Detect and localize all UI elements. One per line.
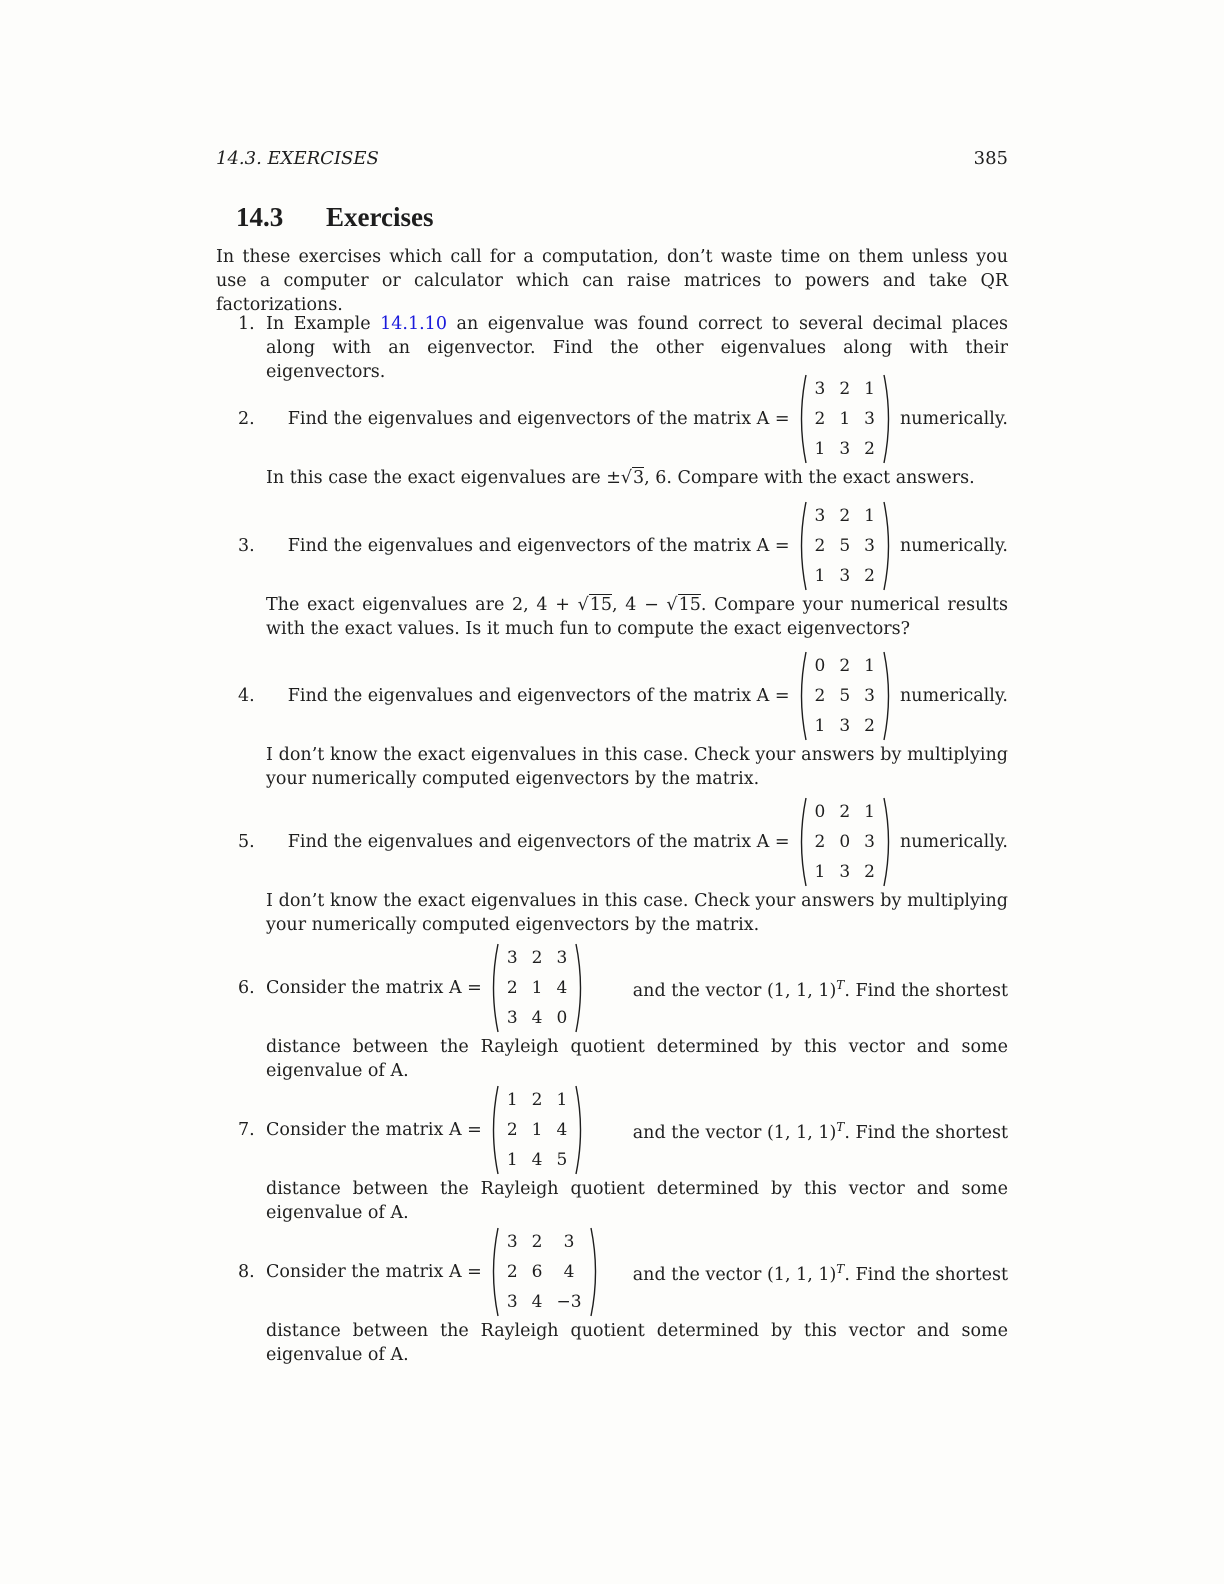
matrix-row (500, 1257, 589, 1287)
matrix-row (808, 827, 882, 857)
matrix-cell: 1 (814, 716, 826, 736)
note-text: In this case the exact eigenvalues are ± (266, 468, 621, 488)
matrix-cell: 1 (506, 1090, 518, 1110)
tail-text: and the vector (1, 1, 1) (632, 980, 837, 1001)
matrix-cell: 2 (864, 716, 875, 736)
matrix-cell: 2 (531, 948, 543, 968)
exercise-6 (216, 943, 1008, 1083)
matrix-cell: 2 (814, 536, 826, 556)
exercise-tail: numerically. (899, 409, 1008, 429)
matrix-row (808, 651, 882, 681)
matrix-row (808, 404, 882, 434)
matrix-cell: 3 (839, 862, 851, 882)
exercise-note: distance between the Rayleigh quotient determined by this vector and some eigenvalue of A. (266, 1037, 1008, 1081)
exercise-number: 5. (238, 832, 255, 852)
exercise-number: 1. (238, 314, 255, 334)
exercise-note: distance between the Rayleigh quotient determined by this vector and some eigenvalue of A. (266, 1321, 1008, 1365)
matrix-entries (500, 1085, 574, 1175)
matrix-row (500, 943, 574, 973)
tail-text: . Find the shortest (844, 1122, 1008, 1143)
exercise-text-after: an eigenvalue was found correct to several decimal places along with an eigenvector. Find the other eigenvalues along with their eigenvectors. (266, 314, 1009, 382)
exercise-7 (216, 1085, 1008, 1225)
matrix-entries (808, 651, 882, 741)
section-title: Exercises (326, 202, 434, 232)
matrix-cell: 3 (864, 832, 875, 852)
matrix-cell: 4 (531, 1292, 543, 1312)
exercise-number: 6. (238, 978, 255, 998)
matrix-row (808, 501, 882, 531)
matrix-cell: 1 (814, 862, 826, 882)
matrix-cell: 2 (531, 1232, 543, 1252)
exercise-note: The exact eigenvalues are 2, 4 + √15, 4 − √15. Compare your numerical results with the exact values. Is it much fun to compute the exact eigenvectors? (266, 595, 1008, 639)
matrix-cell: 2 (814, 832, 826, 852)
exercise-lead: Consider the matrix A = (266, 978, 482, 998)
exercise-tail: numerically. (899, 686, 1008, 706)
exercise-number: 2. (238, 409, 255, 429)
left-paren (488, 1085, 500, 1175)
exercise-number: 4. (238, 686, 255, 706)
exercise-8 (216, 1227, 1008, 1367)
section-heading (236, 202, 433, 233)
matrix-entries (500, 943, 574, 1033)
matrix-cell: 5 (839, 536, 851, 556)
matrix-cell: 3 (506, 1292, 518, 1312)
matrix (796, 797, 894, 887)
example-link[interactable]: 14.1.10 (380, 314, 447, 334)
exercise-lead: Find the eigenvalues and eigenvectors of the matrix A = (287, 536, 790, 556)
matrix (488, 1227, 601, 1317)
matrix-cell: 2 (814, 409, 826, 429)
matrix-cell: 3 (864, 409, 875, 429)
right-paren (574, 943, 586, 1033)
matrix-cell: 4 (531, 1008, 543, 1028)
matrix-entries (808, 797, 882, 887)
exercise-note: I don’t know the exact eigenvalues in this case. Check your answers by multiplying your numerically computed eigenvectors by the matrix. (266, 745, 1008, 789)
matrix-cell: 4 (531, 1150, 543, 1170)
matrix-cell: 3 (864, 536, 875, 556)
matrix-cell: 2 (839, 379, 851, 399)
matrix-cell: 6 (531, 1262, 543, 1282)
matrix-cell: 3 (506, 948, 518, 968)
matrix-cell: 0 (839, 832, 851, 852)
right-paren (882, 797, 894, 887)
tail-text: and the vector (1, 1, 1) (632, 1264, 837, 1285)
matrix-cell: 1 (556, 1090, 568, 1110)
matrix (488, 943, 586, 1033)
matrix (796, 501, 894, 591)
matrix-cell: 4 (556, 978, 568, 998)
matrix-cell: 1 (864, 506, 875, 526)
exercise-tail: numerically. (899, 536, 1008, 556)
matrix-cell: 1 (864, 379, 875, 399)
exercise-tail: numerically. (899, 832, 1008, 852)
note-text: , 6. Compare with the exact answers. (644, 468, 975, 488)
section-number: 14.3 (236, 202, 284, 232)
matrix-row (808, 434, 882, 464)
exercise-tail (592, 1115, 1008, 1145)
sqrt-argument: 15 (589, 595, 612, 615)
matrix-cell: 4 (563, 1262, 575, 1282)
matrix-cell: 1 (864, 656, 875, 676)
sqrt-argument: 3 (633, 468, 645, 488)
matrix-cell: 3 (563, 1232, 575, 1252)
exercise-tail (607, 1257, 1008, 1287)
matrix-cell: 4 (556, 1120, 568, 1140)
matrix-cell: 1 (814, 566, 826, 586)
exercise-5 (216, 797, 1008, 937)
matrix-cell: 2 (839, 802, 851, 822)
matrix-cell: 2 (839, 656, 851, 676)
exercise-number: 3. (238, 536, 255, 556)
matrix-cell: 1 (814, 439, 826, 459)
matrix-cell: 2 (839, 506, 851, 526)
matrix-row (500, 1115, 574, 1145)
exercise-lead: Find the eigenvalues and eigenvectors of the matrix A = (287, 686, 790, 706)
right-paren (882, 374, 894, 464)
exercise-lead: Find the eigenvalues and eigenvectors of the matrix A = (287, 409, 790, 429)
note-text: , 4 − (612, 595, 667, 615)
exercise-4 (216, 651, 1008, 791)
matrix-cell: 1 (531, 978, 543, 998)
matrix-cell: 3 (506, 1008, 518, 1028)
matrix-row (500, 1145, 574, 1175)
running-title: 14.3. EXERCISES (216, 148, 379, 169)
matrix-row (808, 681, 882, 711)
matrix-cell: 2 (506, 1262, 518, 1282)
matrix-cell: 2 (814, 686, 826, 706)
tail-text: . Find the shortest (844, 1264, 1008, 1285)
matrix-cell: 2 (506, 978, 518, 998)
left-paren (488, 1227, 500, 1317)
exercise-tail (592, 973, 1008, 1003)
matrix-cell: 3 (839, 439, 851, 459)
matrix-cell: 5 (556, 1150, 568, 1170)
transpose-superscript: T (836, 1120, 845, 1135)
note-text: The exact eigenvalues are 2, 4 + (266, 595, 578, 615)
matrix-row (808, 711, 882, 741)
exercise-note: distance between the Rayleigh quotient determined by this vector and some eigenvalue of A. (266, 1179, 1008, 1223)
matrix-cell: 3 (814, 379, 826, 399)
transpose-superscript: T (836, 1262, 845, 1277)
matrix-cell: 3 (814, 506, 826, 526)
exercise-note: In this case the exact eigenvalues are ±√3, 6. Compare with the exact answers. (266, 468, 975, 488)
exercise-note: I don’t know the exact eigenvalues in this case. Check your answers by multiplying your numerically computed eigenvectors by the matrix. (266, 891, 1008, 935)
matrix (796, 374, 894, 464)
exercise-3 (216, 501, 1008, 641)
matrix-cell: 2 (531, 1090, 543, 1110)
exercise-lead: Find the eigenvalues and eigenvectors of the matrix A = (287, 832, 790, 852)
matrix-cell: 0 (814, 802, 826, 822)
matrix-entries (808, 374, 882, 464)
right-paren (589, 1227, 601, 1317)
matrix-entries (808, 501, 882, 591)
right-paren (882, 501, 894, 591)
left-paren (796, 501, 808, 591)
right-paren (882, 651, 894, 741)
matrix-cell: 2 (864, 566, 875, 586)
transpose-superscript: T (836, 978, 845, 993)
matrix-row (808, 531, 882, 561)
matrix-cell: 3 (864, 686, 875, 706)
matrix-cell: 2 (864, 439, 875, 459)
matrix (796, 651, 894, 741)
matrix-row (500, 1287, 589, 1317)
matrix-row (808, 561, 882, 591)
exercise-lead: Consider the matrix A = (266, 1262, 482, 1282)
matrix-cell: 0 (814, 656, 826, 676)
matrix-cell: 3 (506, 1232, 518, 1252)
matrix-cell: 3 (839, 716, 851, 736)
matrix (488, 1085, 586, 1175)
running-header (216, 148, 1008, 176)
left-paren (796, 374, 808, 464)
page-number: 385 (973, 148, 1008, 169)
matrix-cell: 1 (531, 1120, 543, 1140)
right-paren (574, 1085, 586, 1175)
matrix-cell: 2 (864, 862, 875, 882)
matrix-cell: 1 (839, 409, 851, 429)
matrix-cell: 1 (506, 1150, 518, 1170)
matrix-cell: 1 (864, 802, 875, 822)
exercise-number: 7. (238, 1120, 255, 1140)
matrix-row (808, 374, 882, 404)
intro-paragraph: In these exercises which call for a computation, don’t waste time on them unless you use a computer or calculator which can raise matrices to powers and take QR factorizations. (216, 247, 1008, 315)
matrix-cell: 2 (506, 1120, 518, 1140)
exercise-text-before: In Example (266, 314, 381, 334)
matrix-row (500, 1085, 574, 1115)
exercise-number: 8. (238, 1262, 255, 1282)
left-paren (796, 797, 808, 887)
matrix-row (500, 973, 574, 1003)
sqrt-argument: 15 (678, 595, 701, 615)
matrix-cell: 0 (556, 1008, 568, 1028)
matrix-row (808, 797, 882, 827)
matrix-entries (500, 1227, 589, 1317)
tail-text: and the vector (1, 1, 1) (632, 1122, 837, 1143)
matrix-row (500, 1003, 574, 1033)
exercise-2 (216, 374, 1008, 490)
matrix-cell: 3 (556, 948, 568, 968)
matrix-cell: −3 (556, 1292, 582, 1312)
matrix-row (808, 857, 882, 887)
note-text: . Compare your numerical results with the exact values. Is it much fun to compute the exact eigenvectors? (266, 595, 1008, 639)
tail-text: . Find the shortest (844, 980, 1008, 1001)
matrix-cell: 3 (839, 566, 851, 586)
left-paren (796, 651, 808, 741)
exercise-lead: Consider the matrix A = (266, 1120, 482, 1140)
left-paren (488, 943, 500, 1033)
matrix-row (500, 1227, 589, 1257)
matrix-cell: 5 (839, 686, 851, 706)
